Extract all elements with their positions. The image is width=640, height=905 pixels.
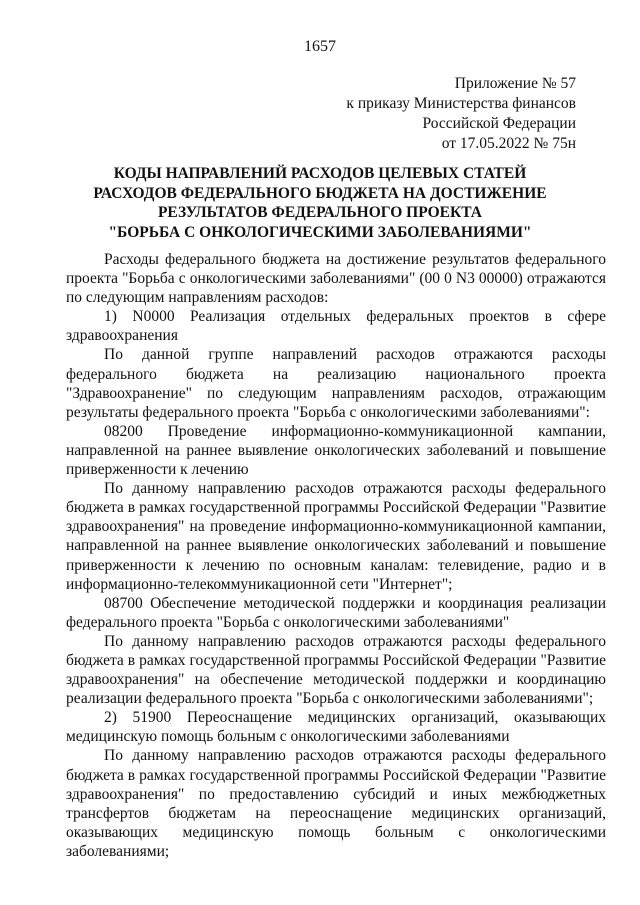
- title-line: КОДЫ НАПРАВЛЕНИЙ РАСХОДОВ ЦЕЛЕВЫХ СТАТЕЙ: [113, 165, 527, 182]
- appendix-header: [346, 74, 576, 154]
- paragraph: По данному направлению расходов отражаются расходы федерального бюджета в рамках государственной программы Российской Федерации "Развитие здравоохранения" на проведение информационно-коммуникационной кампании, направленной на раннее выявление онкологических заболеваний и повышение приверженности к лечению по основным каналам: телевидение, радио и в информационно-телекоммуникационной сети "Интернет";: [66, 480, 606, 593]
- document-title: [0, 164, 640, 242]
- paragraph: 08700 Обеспечение методической поддержки и координация реализации федерального проекта "Борьба с онкологическими заболеваниями": [66, 594, 606, 631]
- document-body: [66, 250, 606, 861]
- appendix-line: Приложение № 57: [454, 75, 576, 92]
- title-line: "БОРЬБА С ОНКОЛОГИЧЕСКИМИ ЗАБОЛЕВАНИЯМИ": [108, 223, 532, 241]
- paragraph: 08200 Проведение информационно-коммуникационной кампании, направленной на раннее выявление онкологических заболеваний и повышение приверженности к лечению: [66, 422, 606, 479]
- appendix-line: к приказу Министерства финансов: [346, 95, 576, 112]
- paragraph: 1) N0000 Реализация отдельных федеральных проектов в сфере здравоохранения: [66, 308, 606, 345]
- paragraph: По данному направлению расходов отражаются расходы федерального бюджета в рамках государственной программы Российской Федерации "Развитие здравоохранения" на обеспечение методической поддержки и координацию реализации федерального проекта "Борьба с онкологическими заболеваниями";: [66, 632, 606, 708]
- appendix-line: Российской Федерации: [422, 115, 576, 132]
- title-line: РЕЗУЛЬТАТОВ ФЕДЕРАЛЬНОГО ПРОЕКТА: [157, 204, 483, 221]
- paragraph: 2) 51900 Переоснащение медицинских организаций, оказывающих медицинскую помощь больным с онкологическими заболеваниями: [66, 709, 606, 746]
- paragraph: Расходы федерального бюджета на достижение результатов федерального проекта "Борьба с онкологическими заболеваниями" (00 0 N3 00000) отражаются по следующим направлениям расходов:: [66, 251, 606, 307]
- paragraph: По данной группе направлений расходов отражаются расходы федерального бюджета на реализацию национального проекта "Здравоохранение" по следующим направлениям расходов, отражающим результаты федерального проекта "Борьба с онкологическими заболеваниями":: [66, 346, 606, 421]
- title-line: РАСХОДОВ ФЕДЕРАЛЬНОГО БЮДЖЕТА НА ДОСТИЖЕНИЕ: [93, 184, 547, 202]
- appendix-line: от 17.05.2022 № 75н: [441, 135, 576, 152]
- page-number: 1657: [304, 38, 336, 55]
- paragraph: По данному направлению расходов отражаются расходы федерального бюджета в рамках государственной программы Российской Федерации "Развитие здравоохранения" по предоставлению субсидий и иных межбюджетных трансфертов бюджетам на переоснащение медицинских организаций, оказывающих медицинскую помощь больным с онкологическими заболеваниями;: [66, 747, 606, 860]
